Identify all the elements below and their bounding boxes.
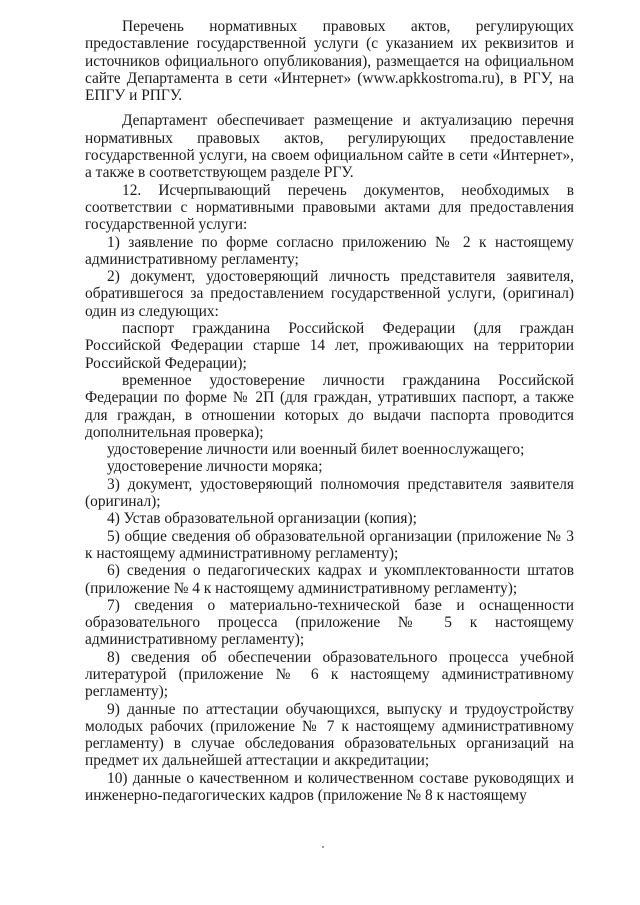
list-item-4: 4) Устав образовательной организации (копия); — [107, 510, 417, 528]
paragraph-department-publishing: Департамент обеспечивает размещение и актуализацию перечня нормативных правовых актов, регулирующих предоставление государственной услуги, на своем официальном сайте в сети «Интернет», а также в соответствующем разделе РГУ. — [85, 112, 574, 182]
paragraph-npa-list: Перечень нормативных правовых актов, регулирующих предоставление государственной услуги (с указанием их реквизитов и источников официального опубликования), размещается на официальном сайте Департамента в сети «Интернет» (www.apkkostroma.ru), в РГУ, на ЕПГУ и РПГУ. — [85, 18, 574, 105]
list-item-5: 5) общие сведения об образовательной организации (приложение № 3 к настоящему административному регламенту); — [85, 527, 574, 562]
list-item-8: 8) сведения об обеспечении образовательного процесса учебной литературой (приложение № 6 к настоящему административному регламенту); — [85, 648, 574, 701]
list-subitem-passport: паспорт гражданина Российской Федерации (для граждан Российской Федерации старше 14 лет, проживающих на территории Российской Федерации); — [85, 320, 574, 372]
list-item-1: 1) заявление по форме согласно приложению № 2 к настоящему административному регламенту; — [85, 233, 574, 268]
scan-speck — [322, 846, 324, 848]
paragraph-section-12: 12. Исчерпывающий перечень документов, необходимых в соответствии с нормативными правовыми актами для предоставления государственной услуги: — [85, 181, 574, 234]
list-item-2: 2) документ, удостоверяющий личность представителя заявителя, обратившегося за предоставлением государственной услуги, (оригинал) один из следующих: — [85, 268, 574, 320]
document-body — [85, 18, 574, 804]
list-item-7: 7) сведения о материально-технической базе и оснащенности образовательного процесса (приложение № 5 к настоящему административному регламенту); — [85, 596, 574, 649]
list-subitem-military-id: удостоверение личности или военный билет военнослужащего; — [107, 441, 525, 459]
list-item-3: 3) документ, удостоверяющий полномочия представителя заявителя (оригинал); — [85, 475, 574, 511]
list-item-10: 10) данные о качественном и количественном составе руководящих и инженерно-педагогических кадров (приложение № 8 к настоящему — [85, 769, 574, 805]
list-item-9: 9) данные по аттестации обучающихся, выпуску и трудоустройству молодых рабочих (приложение № 7 к настоящему административному регламенту) в случае обследования образовательных организаций на предмет их дальнейшей аттестации и аккредитации; — [85, 700, 574, 770]
list-subitem-temporary-id: временное удостоверение личности гражданина Российской Федерации по форме № 2П (для граждан, утративших паспорт, а также для граждан, в отношении которых до выдачи паспорта проводится дополнительная проверка); — [85, 371, 574, 441]
list-item-6: 6) сведения о педагогических кадрах и укомплектованности штатов (приложение № 4 к настоящему административному регламенту); — [85, 562, 574, 597]
list-subitem-seaman-id: удостоверение личности моряка; — [107, 458, 323, 476]
